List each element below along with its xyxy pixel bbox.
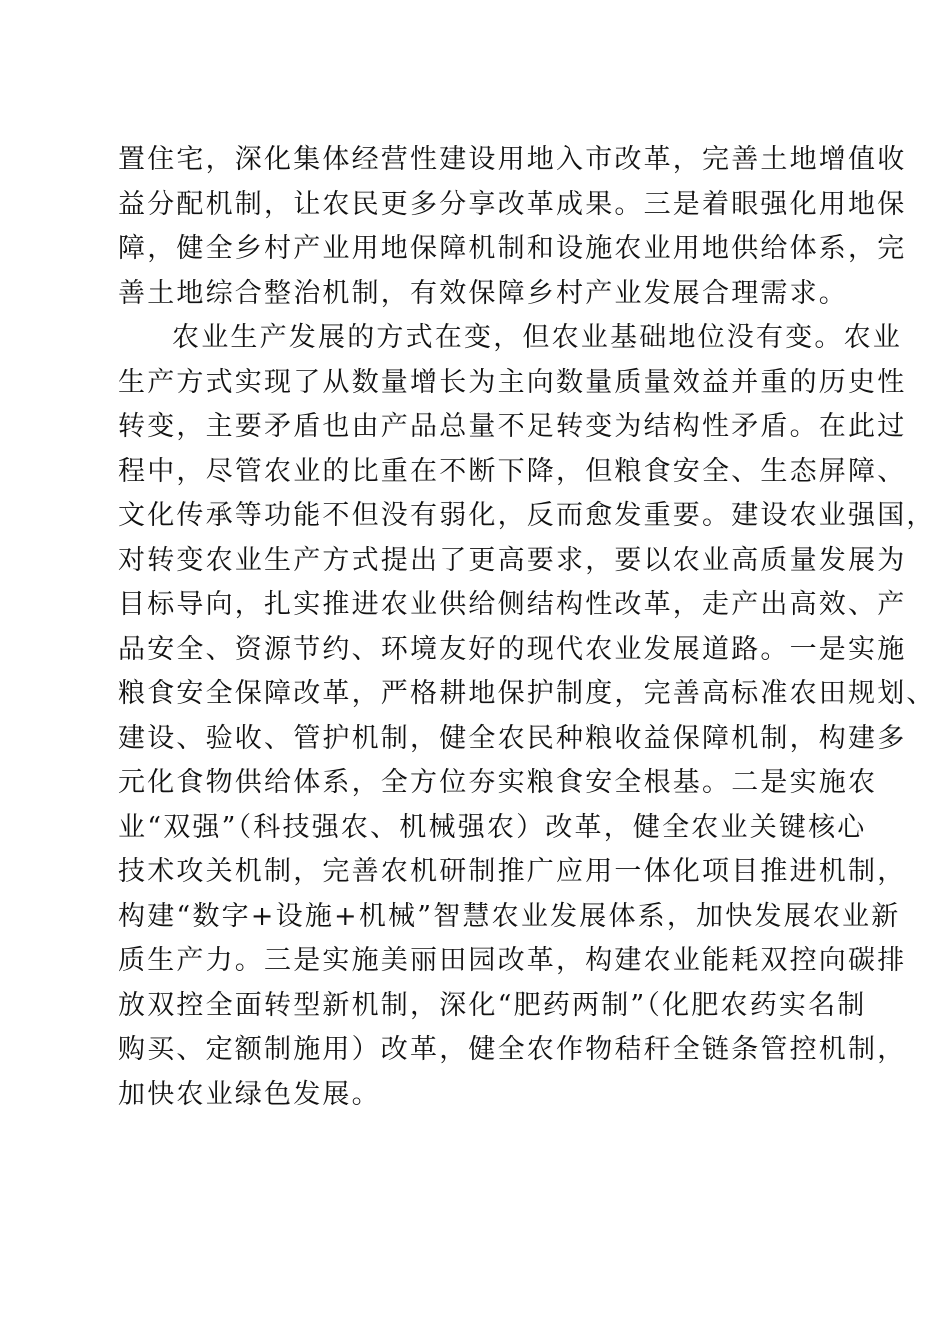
- paragraph-2-line-11: 元化食物供给体系，全方位夯实粮食安全根基。二是实施农: [118, 767, 878, 798]
- paragraph-2-line-1: 农业生产发展的方式在变，但农业基础地位没有变。农业: [172, 322, 902, 353]
- paragraph-2-line-10: 建设、验收、管护机制，健全农民种粮收益保障机制，构建多: [118, 722, 907, 754]
- paragraph-2-line-14: 构建“数字+设施+机械”智慧农业发展体系，加快发展农业新: [118, 900, 901, 932]
- paragraph-2-line-4: 程中，尽管农业的比重在不断下降，但粮食安全、生态屏障、: [118, 455, 907, 487]
- paragraph-2-line-18: 加快农业绿色发展。: [118, 1078, 381, 1110]
- paragraph-2-line-13: 技术攻关机制，完善农机研制推广应用一体化项目推进机制，: [118, 856, 907, 887]
- paragraph-2-line-17: 购买、定额制施用）改革，健全农作物秸秆全链条管控机制，: [118, 1034, 907, 1065]
- paragraph-2-line-15: 质生产力。三是实施美丽田园改革，构建农业能耗双控向碳排: [118, 945, 907, 976]
- paragraph-1-line-1: 置住宅，深化集体经营性建设用地入市改革，完善土地增值收: [118, 144, 907, 175]
- paragraph-2-line-12: 业“双强”（科技强农、机械强农）改革，健全农业关键核心: [118, 811, 867, 843]
- paragraph-1-line-3: 障，健全乡村产业用地保障机制和设施农业用地供给体系，完: [118, 233, 907, 264]
- paragraph-1-line-2: 益分配机制，让农民更多分享改革成果。三是着眼强化用地保: [118, 188, 907, 220]
- paragraph-2-line-3: 转变，主要矛盾也由产品总量不足转变为结构性矛盾。在此过: [118, 411, 907, 442]
- paragraph-1-line-4: 善土地综合整治机制，有效保障乡村产业发展合理需求。: [118, 277, 848, 309]
- document-body: [118, 138, 936, 1117]
- paragraph-2-line-7: 目标导向，扎实推进农业供给侧结构性改革，走产出高效、产: [118, 589, 907, 620]
- paragraph-2-line-16: 放双控全面转型新机制，深化“肥药两制”（化肥农药实名制: [118, 989, 867, 1021]
- paragraph-2-line-5: 文化传承等功能不但没有弱化，反而愈发重要。建设农业强国，: [118, 500, 936, 531]
- paragraph-2-line-9: 粮食安全保障改革，严格耕地保护制度，完善高标准农田规划、: [118, 678, 936, 709]
- paragraph-2-line-2: 生产方式实现了从数量增长为主向数量质量效益并重的历史性: [118, 366, 907, 398]
- paragraph-2-line-6: 对转变农业生产方式提出了更高要求，要以农业高质量发展为: [118, 544, 907, 576]
- paragraph-2-line-8: 品安全、资源节约、环境友好的现代农业发展道路。一是实施: [118, 633, 907, 665]
